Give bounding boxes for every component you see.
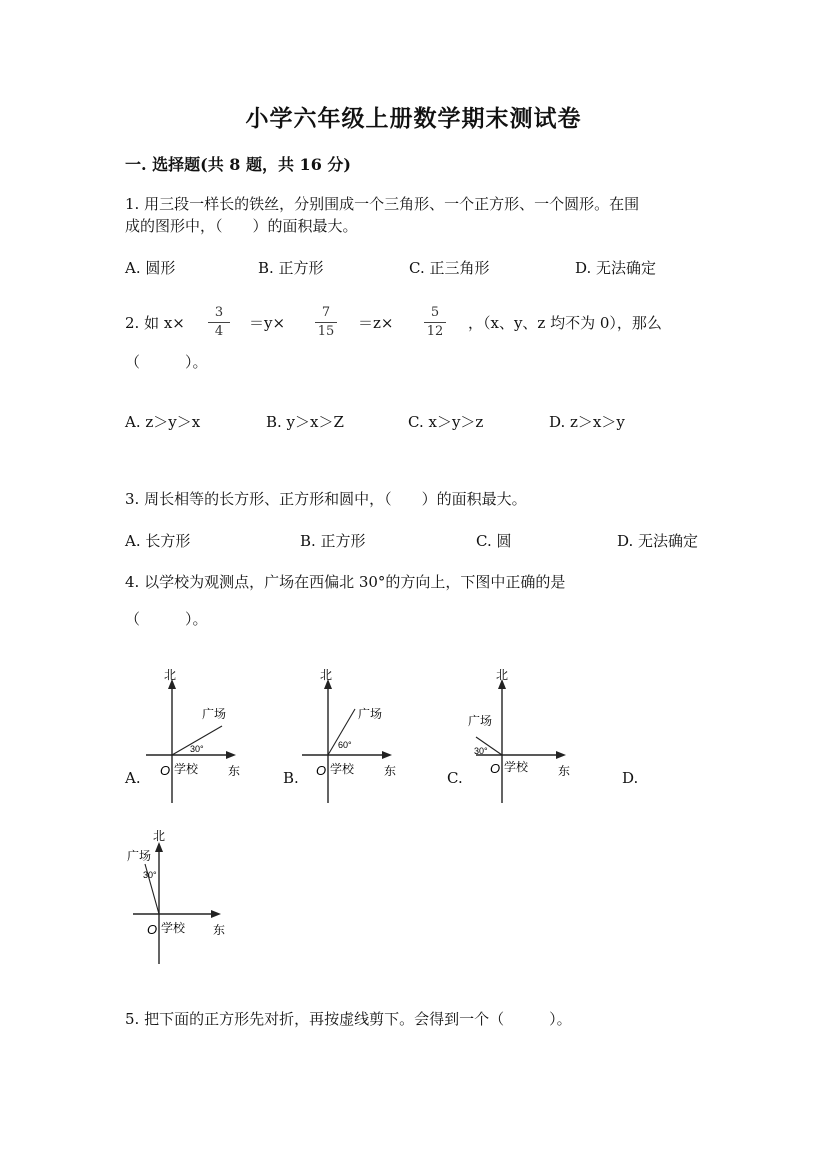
fraction-denominator: 12 [426, 324, 444, 339]
question-2-line-2: （ ）。 [125, 353, 208, 371]
question-3-option-a: A. 长方形 [125, 532, 191, 550]
origin-label: O [316, 763, 327, 778]
north-label: 北 [496, 668, 509, 682]
angle-label: 30° [190, 744, 204, 754]
question-3-option-b: B. 正方形 [300, 532, 366, 550]
question-4-option-d: D. [622, 769, 639, 787]
fraction-denominator: 4 [214, 324, 224, 339]
origin-label: O [147, 922, 158, 937]
north-label: 北 [320, 668, 333, 682]
question-2-option-b: B. y＞x＞Z [266, 413, 344, 431]
origin-label: O [490, 761, 501, 776]
figure-d-direction-diagram [125, 828, 230, 968]
east-arrowhead [556, 751, 566, 759]
fraction-numerator: 5 [430, 305, 440, 320]
figure-c-direction-diagram [466, 665, 571, 805]
question-1-option-c: C. 正三角形 [409, 259, 490, 277]
school-label: 学校 [174, 762, 199, 776]
question-3-option-d: D. 无法确定 [617, 532, 699, 550]
school-label: 学校 [330, 762, 355, 776]
origin-label: O [160, 763, 171, 778]
fraction-bar [424, 322, 446, 323]
angle-label: 30° [474, 746, 488, 756]
north-arrowhead [155, 842, 163, 852]
question-1-line-2: 成的图形中，（ ）的面积最大。 [125, 217, 358, 235]
east-arrowhead [226, 751, 236, 759]
fraction-5-12 [420, 305, 450, 340]
fraction-bar [315, 322, 337, 323]
page-title: 小学六年级上册数学期末测试卷 [245, 105, 582, 132]
question-3-line-1: 3. 周长相等的长方形、正方形和圆中，（ ）的面积最大。 [125, 490, 527, 508]
figure-a-direction-diagram [140, 665, 245, 805]
east-label: 东 [558, 764, 571, 778]
fraction-numerator: 7 [321, 305, 331, 320]
question-2-eq-z: ＝z× [358, 314, 394, 332]
fraction-bar [208, 322, 230, 323]
question-4-option-c: C. [447, 769, 463, 787]
question-1-line-1: 1. 用三段一样长的铁丝，分别围成一个三角形、一个正方形、一个圆形。在围 [125, 195, 640, 213]
question-4-line-2: （ ）。 [125, 610, 208, 628]
question-1-option-d: D. 无法确定 [575, 259, 657, 277]
question-2-option-a: A. z＞y＞x [125, 413, 201, 431]
question-2-option-d: D. z＞x＞y [549, 413, 625, 431]
school-label: 学校 [161, 921, 186, 935]
fraction-denominator: 15 [317, 324, 335, 339]
east-arrowhead [382, 751, 392, 759]
question-1-option-a: A. 圆形 [125, 259, 176, 277]
plaza-label: 广场 [358, 707, 383, 721]
question-2-eq-y: ＝y× [249, 314, 286, 332]
school-label: 学校 [504, 760, 529, 774]
north-label: 北 [153, 829, 166, 843]
question-2-option-c: C. x＞y＞z [408, 413, 484, 431]
plaza-label: 广场 [127, 849, 152, 863]
angle-label: 60° [338, 740, 352, 750]
question-4-option-b: B. [283, 769, 299, 787]
question-3-option-c: C. 圆 [476, 532, 512, 550]
east-label: 东 [228, 764, 241, 778]
angle-label: 30° [143, 870, 157, 880]
fraction-7-15 [311, 305, 341, 340]
fraction-3-4 [204, 305, 234, 340]
fraction-numerator: 3 [214, 305, 224, 320]
plaza-label: 广场 [468, 714, 493, 728]
question-2-suffix: ，（x、y、z 均不为 0），那么 [468, 314, 662, 332]
north-label: 北 [164, 668, 177, 682]
section-heading: 一. 选择题(共 8 题，共 16 分) [125, 155, 351, 174]
question-4-line-1: 4. 以学校为观测点，广场在西偏北 30°的方向上，下图中正确的是 [125, 573, 566, 591]
question-2-prefix: 2. 如 x× [125, 314, 185, 332]
plaza-label: 广场 [202, 707, 227, 721]
question-5-line-1: 5. 把下面的正方形先对折，再按虚线剪下。会得到一个（ ）。 [125, 1010, 572, 1028]
figure-b-direction-diagram [296, 665, 401, 805]
question-1-option-b: B. 正方形 [258, 259, 324, 277]
question-4-option-a: A. [125, 769, 141, 787]
east-arrowhead [211, 910, 221, 918]
east-label: 东 [384, 764, 397, 778]
east-label: 东 [213, 923, 226, 937]
